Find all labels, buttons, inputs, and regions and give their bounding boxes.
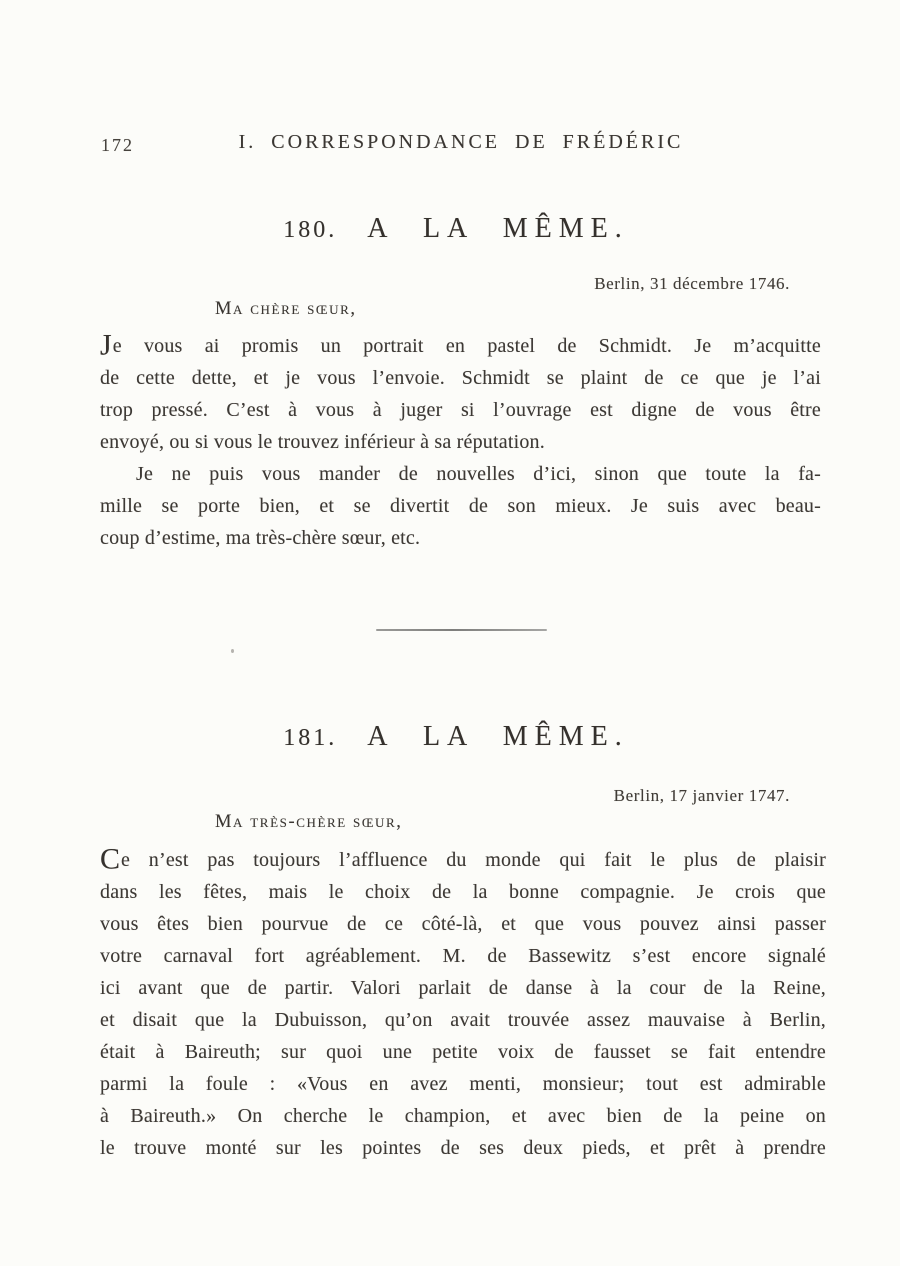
- body-line: et disait que la Dubuisson, qu’on avait trouvée assez mauvaise à Berlin,: [100, 1009, 826, 1031]
- body-line: était à Baireuth; sur quoi une petite voix de fausset se fait entendre: [100, 1041, 826, 1063]
- letter-180-title: A LA MÊME.: [367, 213, 629, 244]
- body-line: trop pressé. C’est à vous à juger si l’ouvrage est digne de vous être: [100, 399, 821, 421]
- body-line: de cette dette, et je vous l’envoie. Schmidt se plaint de ce que je l’ai: [100, 367, 821, 389]
- body-line: envoyé, ou si vous le trouvez inférieur à sa réputation.: [100, 431, 545, 453]
- letter-180-heading: [12, 213, 900, 245]
- body-line: à Baireuth.» On cherche le champion, et avec bien de la peine on: [100, 1105, 826, 1127]
- running-header: [0, 131, 900, 163]
- body-line: parmi la foule : «Vous en avez menti, monsieur; tout est admirable: [100, 1073, 826, 1095]
- body-line: vous êtes bien pourvue de ce côté-là, et que vous pouvez ainsi passer: [100, 913, 826, 935]
- letter-180-number: 180.: [283, 217, 338, 243]
- drop-cap-initial: C: [100, 842, 122, 876]
- letter-180-salutation: Ma chère sœur,: [215, 299, 357, 319]
- letter-180-dateline: Berlin, 31 décembre 1746.: [594, 274, 790, 293]
- body-line: [100, 330, 821, 362]
- letter-181-dateline: Berlin, 17 janvier 1747.: [613, 786, 790, 805]
- drop-cap-initial: J: [100, 328, 113, 362]
- section-divider-rule: [376, 629, 547, 631]
- letter-181-heading: [12, 721, 900, 753]
- body-line: ici avant que de partir. Valori parlait de danse à la cour de la Reine,: [100, 977, 826, 999]
- letter-181-body: [100, 844, 826, 1164]
- scan-speck: [231, 649, 234, 653]
- body-line: dans les fêtes, mais le choix de la bonne compagnie. Je crois que: [100, 881, 826, 903]
- body-line: [100, 844, 826, 876]
- body-line: Je ne puis vous mander de nouvelles d’ici, sinon que toute la fa-: [136, 463, 821, 485]
- body-line: mille se porte bien, et se divertit de son mieux. Je suis avec beau-: [100, 495, 821, 517]
- body-line: coup d’estime, ma très-chère sœur, etc.: [100, 527, 421, 549]
- running-header-title: I. CORRESPONDANCE DE FRÉDÉRIC: [238, 131, 684, 153]
- letter-181-salutation: Ma très-chère sœur,: [215, 812, 403, 832]
- body-line-text: e n’est pas toujours l’affluence du monde qui fait le plus de plaisir: [121, 849, 826, 871]
- body-line: votre carnaval fort agréablement. M. de Bassewitz s’est encore signalé: [100, 945, 826, 967]
- letter-181-title: A LA MÊME.: [367, 721, 629, 752]
- body-line-text: e vous ai promis un portrait en pastel de Schmidt. Je m’acquitte: [112, 335, 821, 357]
- body-line: le trouve monté sur les pointes de ses deux pieds, et prêt à prendre: [100, 1137, 826, 1159]
- letter-181-number: 181.: [283, 725, 338, 751]
- letter-180-body: [100, 330, 821, 554]
- page-number: 172: [101, 135, 134, 155]
